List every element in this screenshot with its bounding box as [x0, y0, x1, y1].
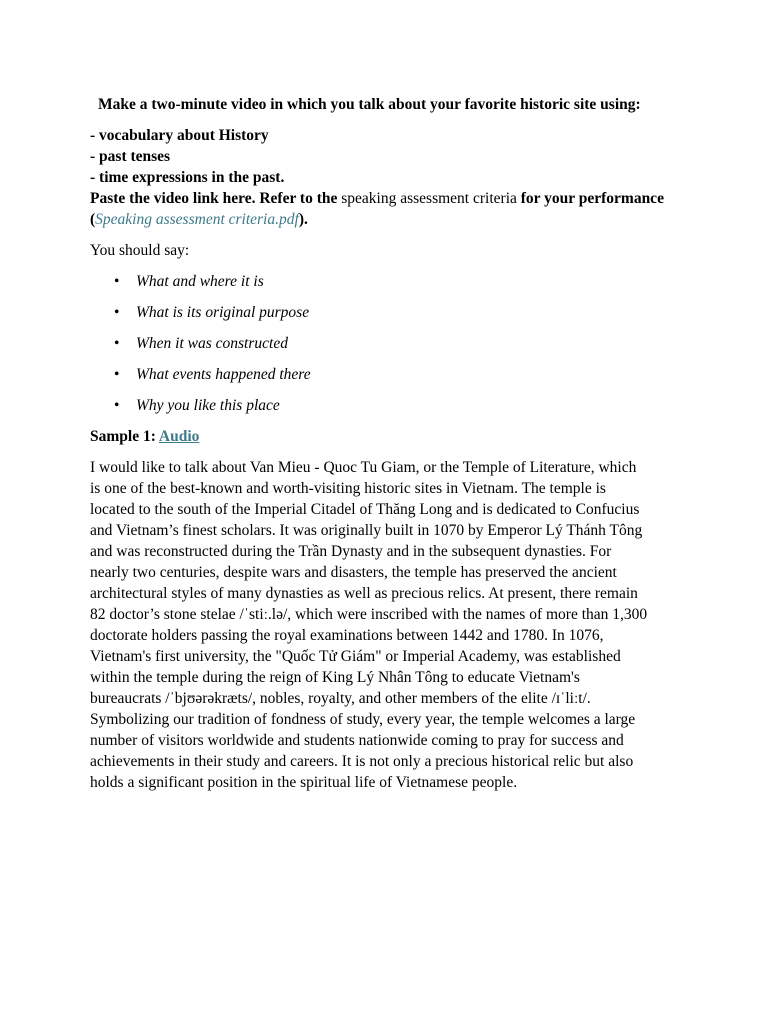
prompt-list [90, 271, 682, 416]
bullet-icon: • [114, 304, 120, 321]
instruction-text-2: for your performance ( [90, 190, 664, 228]
paragraph-line: I would like to talk about Van Mieu - Quoc Tu Giam, or the Temple of Literature, which [90, 459, 637, 476]
paragraph-line: and Vietnam’s finest scholars. It was originally built in 1070 by Emperor Lý Thánh Tông [90, 522, 643, 539]
prompt-text: What is its original purpose [136, 304, 310, 321]
requirement-time-expressions: - time expressions in the past. [90, 169, 285, 186]
paragraph-line: doctorate holders passing the royal examinations between 1442 and 1780. In 1076, [90, 627, 604, 644]
list-item [90, 302, 682, 323]
sample-heading [90, 426, 682, 447]
you-should-say-label: You should say: [90, 242, 190, 259]
bullet-icon: • [114, 397, 120, 414]
audio-link[interactable]: Audio [158, 428, 200, 445]
paragraph-line: architectural styles of many dynasties as well as precious relics. At present, there remain [90, 585, 638, 602]
sample-paragraph [90, 457, 682, 793]
paragraph-line: 82 doctor’s stone stelae /ˈstiː.lə/, which were inscribed with the names of more than 1,300 [90, 606, 648, 623]
bullet-icon: • [114, 335, 120, 352]
bullet-icon: • [114, 273, 120, 290]
instruction-text-criteria: speaking assessment criteria [341, 190, 517, 207]
paragraph-line: nearly two centuries, despite wars and disasters, the temple has preserved the ancient [90, 564, 617, 581]
requirement-past-tenses: - past tenses [90, 148, 171, 165]
paragraph-line: holds a significant position in the spiritual life of Vietnamese people. [90, 774, 518, 791]
instruction-paragraph [90, 188, 682, 230]
paragraph-line: located to the south of the Imperial Citadel of Thăng Long and is dedicated to Confucius [90, 501, 640, 518]
requirement-vocabulary: - vocabulary about History [90, 127, 269, 144]
prompt-text: When it was constructed [136, 335, 288, 352]
prompt-text: What events happened there [136, 366, 311, 383]
paragraph-line: within the temple during the reign of King Lý Nhân Tông to educate Vietnam's [90, 669, 580, 686]
paragraph-line: is one of the best-known and worth-visiting historic sites in Vietnam. The temple is [90, 480, 606, 497]
prompt-text: Why you like this place [136, 397, 280, 414]
list-item [90, 333, 682, 354]
list-item [90, 271, 682, 292]
assignment-title: Make a two-minute video in which you talk about your favorite historic site using: [98, 96, 641, 113]
criteria-pdf-link[interactable]: Speaking assessment criteria.pdf [95, 211, 299, 228]
instruction-text-1: Paste the video link here. Refer to the [90, 190, 342, 207]
prompt-text: What and where it is [136, 273, 264, 290]
sample-label: Sample 1: [90, 428, 159, 445]
paragraph-line: number of visitors worldwide and students nationwide coming to pray for success and [90, 732, 624, 749]
paragraph-line: achievements in their study and careers. It is not only a precious historical relic but also [90, 753, 634, 770]
paragraph-line: and was reconstructed during the Trần Dynasty and in the subsequent dynasties. For [90, 543, 612, 560]
paragraph-line: Symbolizing our tradition of fondness of study, every year, the temple welcomes a large [90, 711, 636, 728]
instruction-text-3: ). [298, 211, 308, 228]
list-item [90, 395, 682, 416]
bullet-icon: • [114, 366, 120, 383]
document-page [90, 94, 682, 793]
list-item [90, 364, 682, 385]
paragraph-line: Vietnam's first university, the "Quốc Tử Giám" or Imperial Academy, was established [90, 648, 621, 665]
paragraph-line: bureaucrats /ˈbjʊərəkræts/, nobles, royalty, and other members of the elite /ɪˈliːt/. [90, 690, 591, 707]
